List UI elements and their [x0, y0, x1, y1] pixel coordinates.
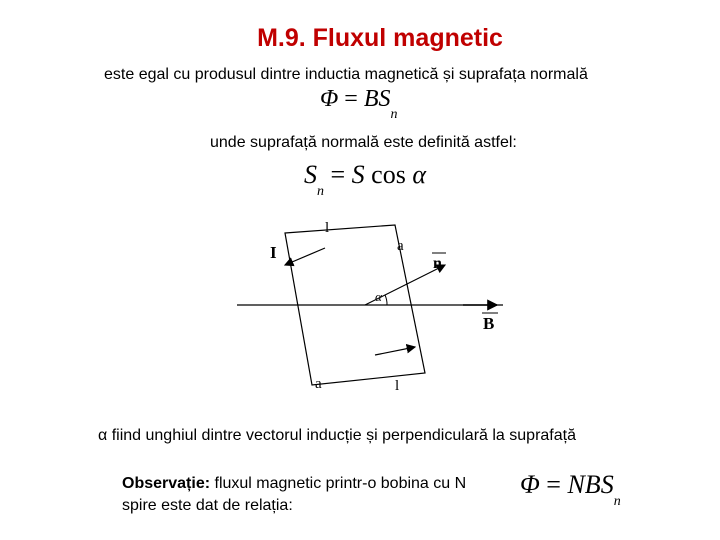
coil-flux-formula: [520, 470, 621, 509]
intro-text: este egal cu produsul dintre inductia magnetică și suprafața normală: [104, 66, 588, 83]
cos-function: cos: [364, 160, 413, 189]
flux-symbol: Φ: [520, 470, 540, 499]
page-title: M.9. Fluxul magnetic: [257, 24, 503, 52]
observation-label: Observație:: [122, 475, 211, 492]
label-a-bottom: a: [315, 376, 322, 392]
coil-flux-rhs: NBS: [567, 470, 614, 499]
equals-sign: =: [338, 86, 364, 112]
equals-sign: =: [324, 160, 352, 189]
sn-symbol: S: [304, 160, 317, 189]
sn-subscript: n: [317, 184, 324, 199]
observation-body: fluxul magnetic printr-o bobina cu N spire este dat de relația:: [122, 475, 467, 514]
label-alpha: α: [375, 289, 382, 304]
alpha-symbol: α: [412, 160, 426, 189]
flux-rhs: BS: [363, 86, 391, 112]
flux-subscript: n: [390, 107, 398, 122]
label-n: n: [433, 255, 442, 272]
observation-text: [122, 473, 482, 517]
normal-surface-formula: [304, 160, 426, 199]
current-arrow-bottom: [375, 347, 415, 355]
label-l-bottom: l: [395, 378, 400, 394]
surface-diagram: [225, 210, 525, 410]
label-b: B: [483, 314, 495, 333]
label-l-top: l: [325, 220, 330, 236]
angle-arc: [385, 295, 387, 305]
definition-text: unde suprafață normală este definită astfel:: [210, 134, 517, 151]
current-arrow-top: [285, 248, 325, 265]
flux-symbol: Φ: [320, 86, 339, 112]
caption-text: α fiind unghiul dintre vectorul inducție și perpendiculară la suprafață: [98, 427, 576, 444]
label-a-top: a: [397, 238, 404, 254]
coil-flux-subscript: n: [613, 494, 621, 509]
label-current: I: [270, 243, 277, 262]
flux-formula: [320, 86, 398, 122]
equals-sign: =: [539, 470, 568, 499]
s-symbol: S: [351, 160, 365, 189]
